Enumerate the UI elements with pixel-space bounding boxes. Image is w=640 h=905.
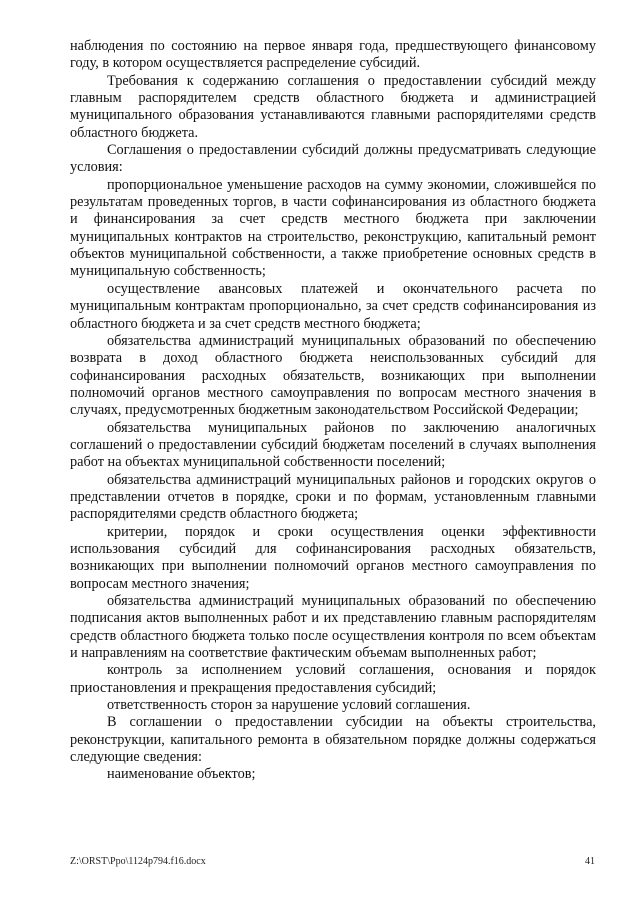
page-number: 41 xyxy=(585,856,595,867)
document-body xyxy=(70,38,596,784)
list-item-proportional-reduction: пропорциональное уменьшение расходов на сумму экономии, сложившейся по результатам проведенных торгов, в части софинансирования из областного бюджета и финансирования за счет средств местного бюджета при заключении муниципальных контрактов на строительство, реконструкцию, капитальный ремонт объектов муниципальной собственности, а также приобретение основных средств в муниципальную собственность; xyxy=(70,176,596,280)
list-item-district-agreements: обязательства муниципальных районов по заключению аналогичных соглашений о предоставлении субсидий бюджетам поселений в случаях выполнения работ на объектах муниципальной собственности поселений; xyxy=(70,419,596,471)
paragraph-continued: наблюдения по состоянию на первое января года, предшествующего финансовому году, в котором осуществляется распределение субсидий. xyxy=(70,38,596,72)
list-item-return-obligations: обязательства администраций муниципальных образований по обеспечению возврата в доход областного бюджета неиспользованных субсидий для софинансирования расходных обязательств, возникающих при выполнении полномочий органов местного самоуправления по вопросам местного значения в случаях, предусмотренных бюджетным законодательством Российской Федерации; xyxy=(70,332,596,419)
list-item-advance-payments: осуществление авансовых платежей и окончательного расчета по муниципальным контрактам пропорционально, за счет средств софинансирования из областного бюджета и за счет средств местного бюджета; xyxy=(70,280,596,332)
list-item-responsibility: ответственность сторон за нарушение условий соглашения. xyxy=(107,697,471,714)
list-item-efficiency-criteria: критерии, порядок и сроки осуществления оценки эффективности использования субсидий для софинансирования расходных обязательств, возникающих при выполнении полномочий органов местного самоуправления по вопросам местного значения; xyxy=(70,523,596,592)
list-item-reporting: обязательства администраций муниципальных районов и городских округов о представлении отчетов в порядке, сроки и по формам, установленным главными распорядителями средств областного бюджета; xyxy=(70,471,596,523)
list-item-object-names: наименование объектов; xyxy=(107,766,256,783)
page-footer xyxy=(70,856,595,867)
paragraph-agreement-requirements: Требования к содержанию соглашения о предоставлении субсидий между главным распорядителем средств областного бюджета и администрацией муниципального образования устанавливаются главными распорядителями средств областного бюджета. xyxy=(70,72,596,141)
footer-file-path: Z:\ORST\Ppo\1124p794.f16.docx xyxy=(70,856,206,867)
list-item-control: контроль за исполнением условий соглашения, основания и порядок приостановления и прекращения предоставления субсидий; xyxy=(70,662,596,696)
paragraph-construction-agreement: В соглашении о предоставлении субсидии на объекты строительства, реконструкции, капитального ремонта в обязательном порядке должны содержаться следующие сведения: xyxy=(70,714,596,766)
paragraph-agreement-conditions: Соглашения о предоставлении субсидий должны предусматривать следующие условия: xyxy=(70,142,596,176)
list-item-acts-signing: обязательства администраций муниципальных образований по обеспечению подписания актов выполненных работ и их представлению главным распорядителям средств областного бюджета только после осуществления контроля по всем объектам и направлениям на соответствие фактическим объемам выполненных работ; xyxy=(70,593,596,662)
